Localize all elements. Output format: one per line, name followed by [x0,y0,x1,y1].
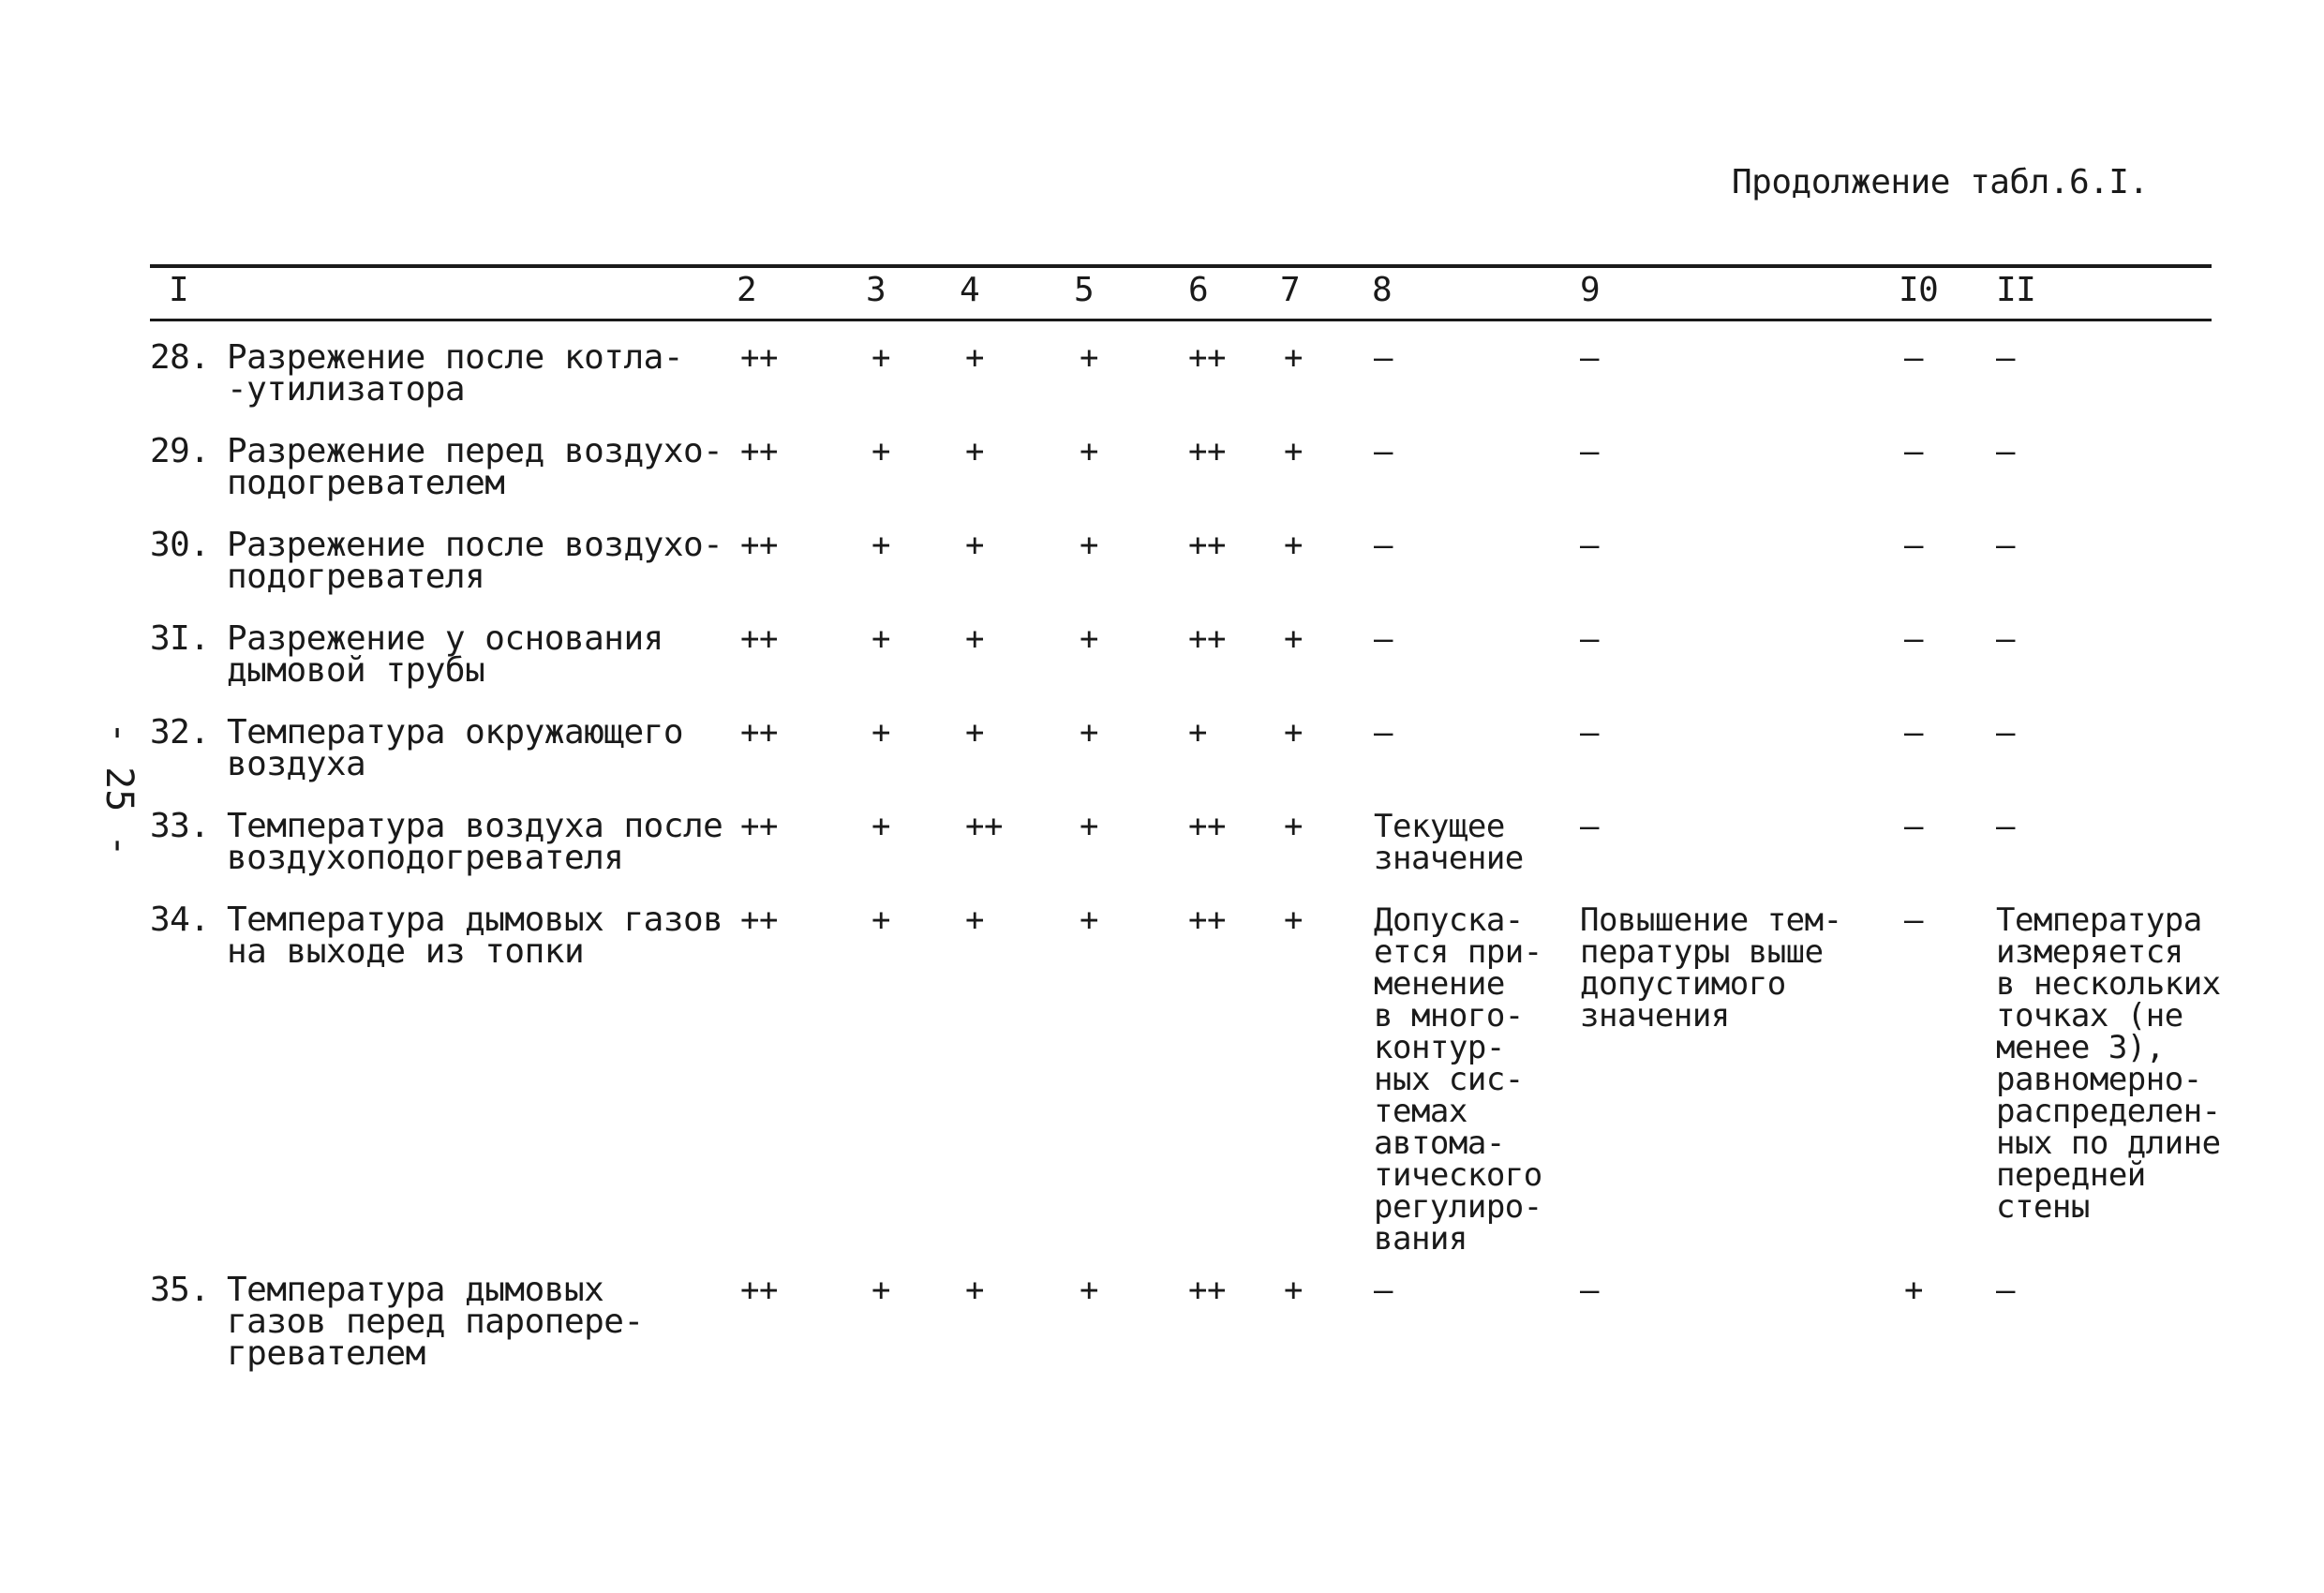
table-top-rule [150,264,2212,268]
table-cell-col-6: ++ [1188,339,1226,377]
table-cell-col-11: Температура измеряется в нескольких точках (не менее 3), равномерно- распределен- ных по длине передней стены [1996,901,2221,1226]
table-cell-col-7: + [1284,433,1303,470]
table-cell-col-6: ++ [1188,433,1226,470]
table-cell-col-7: + [1284,714,1303,752]
col-header-11: II [1996,271,2036,309]
table-cell-col-4: ++ [965,808,1003,845]
row-parameter: Температура дымовых газов на выходе из топки [227,901,723,971]
table-cell-col-6: ++ [1188,901,1226,939]
table-cell-col-5: + [1080,808,1098,845]
table-cell-col-9: Повышение тем- пературы выше допустимого значения [1580,901,1842,1035]
table-cell-col-3: + [872,901,890,939]
table-cell-col-4: + [965,714,984,752]
row-number: 33. [150,807,210,845]
table-cell-col-11: – [1996,339,2015,377]
table-cell-col-2: ++ [740,620,778,658]
table-cell-col-5: + [1080,620,1098,658]
table-cell-col-2: ++ [740,433,778,470]
table-cell-col-5: + [1080,714,1098,752]
table-cell-col-9: – [1580,527,1599,564]
page-number: - 25 - [97,722,141,857]
table-cell-col-6: ++ [1188,620,1226,658]
table-cell-col-10: – [1904,527,1923,564]
col-header-8: 8 [1372,271,1393,309]
table-cell-col-7: + [1284,339,1303,377]
table-cell-col-3: + [872,808,890,845]
table-cell-col-9: – [1580,808,1599,845]
table-cell-col-11: – [1996,1272,2015,1309]
table-cell-col-2: ++ [740,901,778,939]
row-parameter: Разрежение перед воздухо- подогревателем [227,432,723,502]
table-cell-col-3: + [872,1272,890,1309]
table-cell-col-6: + [1188,714,1207,752]
table-cell-col-10: + [1904,1272,1923,1309]
table-cell-col-10: – [1904,433,1923,470]
col-header-7: 7 [1280,271,1301,309]
row-parameter: Температура дымовых газов перед пароперe- гревателем [227,1271,644,1373]
table-cell-col-3: + [872,433,890,470]
table-cell-col-5: + [1080,433,1098,470]
row-number: 29. [150,432,210,470]
table-cell-col-5: + [1080,339,1098,377]
row-parameter: Температура воздуха после воздухоподогревателя [227,807,723,877]
row-number: 32. [150,713,210,752]
table-cell-col-7: + [1284,1272,1303,1309]
col-header-10: I0 [1899,271,1939,309]
table-cell-col-11: – [1996,808,2015,845]
table-cell-col-6: ++ [1188,527,1226,564]
table-cell-col-8: – [1374,527,1393,564]
table-cell-col-10: – [1904,714,1923,752]
table-cell-col-4: + [965,901,984,939]
col-header-4: 4 [960,271,980,309]
table-cell-col-2: ++ [740,808,778,845]
col-header-1: I [169,271,189,309]
table-cell-col-5: + [1080,527,1098,564]
table-cell-col-10: – [1904,620,1923,658]
table-cell-col-9: – [1580,339,1599,377]
row-parameter: Температура окружающего воздуха [227,713,683,783]
table-cell-col-8: – [1374,339,1393,377]
table-cell-col-9: – [1580,620,1599,658]
row-parameter: Разрежение после воздухо- подогревателя [227,526,723,596]
row-number: 35. [150,1271,210,1309]
table-cell-col-4: + [965,527,984,564]
table-cell-col-3: + [872,527,890,564]
table-cell-col-10: – [1904,339,1923,377]
table-cell-col-4: + [965,433,984,470]
table-cell-col-8: – [1374,620,1393,658]
table-cell-col-9: – [1580,433,1599,470]
table-cell-col-7: + [1284,808,1303,845]
table-cell-col-11: – [1996,620,2015,658]
table-cell-col-11: – [1996,433,2015,470]
table-cell-col-4: + [965,620,984,658]
table-cell-col-2: ++ [740,527,778,564]
col-header-3: 3 [866,271,886,309]
table-header-rule [150,319,2212,321]
table-cell-col-5: + [1080,901,1098,939]
table-cell-col-6: ++ [1188,808,1226,845]
table-cell-col-7: + [1284,620,1303,658]
table-cell-col-8: – [1374,714,1393,752]
table-cell-col-7: + [1284,527,1303,564]
table-cell-col-8: Текущее значение [1374,808,1524,877]
table-cell-col-5: + [1080,1272,1098,1309]
col-header-5: 5 [1074,271,1095,309]
row-number: 3I. [150,619,210,658]
row-parameter: Разрежение у основания дымовой трубы [227,619,663,690]
table-cell-col-11: – [1996,527,2015,564]
table-cell-col-3: + [872,714,890,752]
table-cell-col-2: ++ [740,339,778,377]
col-header-2: 2 [737,271,757,309]
table-cell-col-8: – [1374,433,1393,470]
table-cell-col-9: – [1580,714,1599,752]
table-cell-col-8: – [1374,1272,1393,1309]
table-cell-col-2: ++ [740,714,778,752]
row-number: 34. [150,901,210,939]
row-number: 30. [150,526,210,564]
col-header-9: 9 [1580,271,1601,309]
table-cell-col-3: + [872,339,890,377]
row-parameter: Разрежение после котла- -утилизатора [227,338,683,409]
table-cell-col-10: – [1904,808,1923,845]
col-header-6: 6 [1188,271,1209,309]
table-cell-col-8: Допуска- ется при- менение в много- контур- ных сис- темах автома- тического регулиро- вания [1374,901,1542,1258]
table-cell-col-9: – [1580,1272,1599,1309]
table-cell-col-3: + [872,620,890,658]
table-caption: Продолжение табл.6.I. [1732,163,2149,201]
table-cell-col-2: ++ [740,1272,778,1309]
table-cell-col-4: + [965,1272,984,1309]
table-cell-col-7: + [1284,901,1303,939]
row-number: 28. [150,338,210,377]
table-cell-col-11: – [1996,714,2015,752]
table-cell-col-4: + [965,339,984,377]
table-cell-col-10: – [1904,901,1923,939]
table-cell-col-6: ++ [1188,1272,1226,1309]
